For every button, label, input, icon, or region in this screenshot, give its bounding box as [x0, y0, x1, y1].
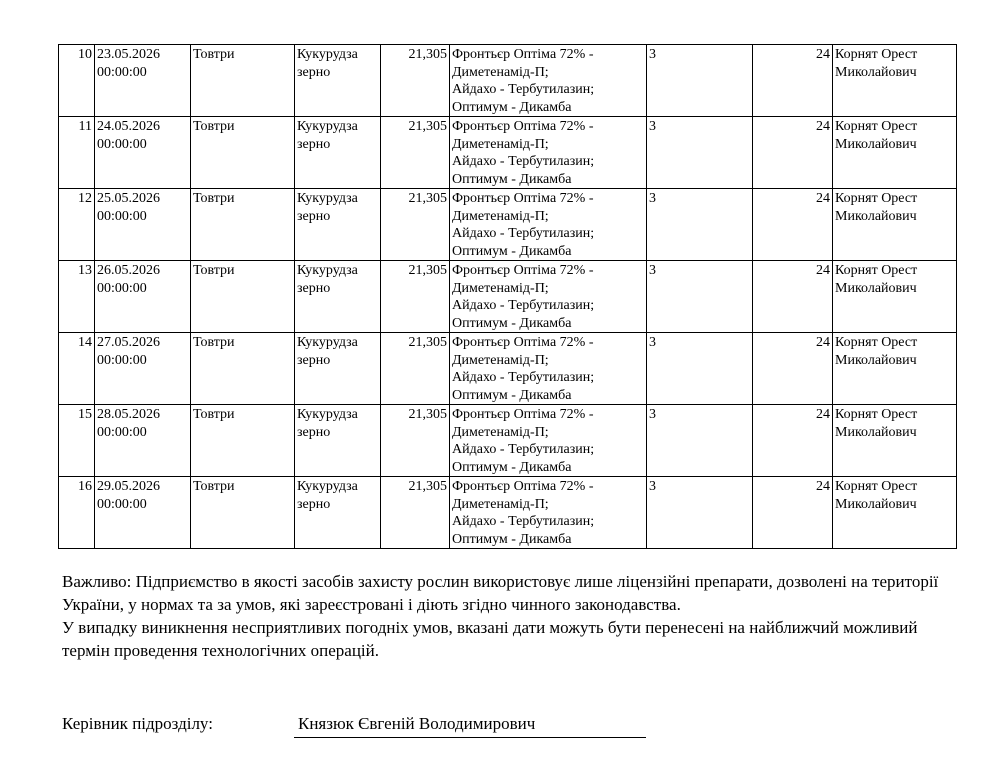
column-8-cell: 24 — [753, 261, 833, 333]
products-cell — [450, 261, 647, 333]
products-line: Оптимум - Дикамба — [452, 315, 572, 331]
crop-line: Кукурудза — [297, 263, 358, 278]
products-line: Айдахо - Тербутилазин; — [452, 154, 595, 169]
table-row — [59, 261, 957, 333]
row-number-cell: 16 — [59, 477, 95, 549]
notice-paragraph-2: У випадку виникнення несприятливих погодніх умов, вказані дати можуть бути перенесені на найближчий можливий термін проведення технологічних операцій. — [62, 618, 918, 660]
crop-line: Кукурудза — [297, 119, 358, 134]
notice-paragraph-1: Важливо: Підприємство в якості засобів захисту рослин використовує лише ліцензійні препарати, дозволені на території України, у нормах та за умов, які зареєстровані і діють згідно чинного законодавства. — [62, 572, 939, 614]
field-cell: Товтри — [191, 477, 295, 549]
person-line: Миколайович — [835, 280, 917, 296]
responsible-person-cell — [833, 189, 957, 261]
products-cell — [450, 117, 647, 189]
date-cell — [95, 333, 191, 405]
crop-line: зерно — [297, 280, 331, 296]
date-text: 26.05.2026 — [97, 263, 160, 278]
products-line: Диметенамід-П; — [452, 280, 549, 296]
responsible-person-cell — [833, 261, 957, 333]
products-cell — [450, 333, 647, 405]
products-line: Айдахо - Тербутилазин; — [452, 82, 595, 97]
time-text: 00:00:00 — [97, 352, 147, 368]
area-cell: 21,305 — [381, 405, 450, 477]
column-8-cell: 24 — [753, 333, 833, 405]
area-cell: 21,305 — [381, 477, 450, 549]
field-cell: Товтри — [191, 261, 295, 333]
products-line: Айдахо - Тербутилазин; — [452, 226, 595, 241]
table-row — [59, 405, 957, 477]
products-line: Оптимум - Дикамба — [452, 387, 572, 403]
field-cell: Товтри — [191, 117, 295, 189]
row-number-cell: 10 — [59, 45, 95, 117]
crop-line: Кукурудза — [297, 47, 358, 62]
products-line: Диметенамід-П; — [452, 496, 549, 512]
person-line: Миколайович — [835, 496, 917, 512]
field-cell: Товтри — [191, 189, 295, 261]
products-line: Оптимум - Дикамба — [452, 459, 572, 475]
person-line: Миколайович — [835, 208, 917, 224]
column-8-cell: 24 — [753, 189, 833, 261]
column-8-cell: 24 — [753, 45, 833, 117]
row-number-cell: 13 — [59, 261, 95, 333]
products-line: Фронтьєр Оптіма 72% - — [452, 335, 594, 350]
date-text: 29.05.2026 — [97, 479, 160, 494]
products-line: Фронтьєр Оптіма 72% - — [452, 479, 594, 494]
crop-line: Кукурудза — [297, 335, 358, 350]
date-text: 23.05.2026 — [97, 47, 160, 62]
person-line: Корнят Орест — [835, 335, 918, 350]
products-line: Фронтьєр Оптіма 72% - — [452, 119, 594, 134]
table-row — [59, 333, 957, 405]
table-row — [59, 477, 957, 549]
column-8-cell: 24 — [753, 117, 833, 189]
products-line: Диметенамід-П; — [452, 424, 549, 440]
date-cell — [95, 45, 191, 117]
crop-cell — [295, 333, 381, 405]
date-cell — [95, 261, 191, 333]
person-line: Корнят Орест — [835, 191, 918, 206]
table-body — [59, 45, 957, 549]
products-line: Оптимум - Дикамба — [452, 99, 572, 115]
time-text: 00:00:00 — [97, 208, 147, 224]
column-7-cell: 3 — [647, 261, 753, 333]
responsible-person-cell — [833, 477, 957, 549]
signature-block — [62, 712, 962, 742]
responsible-person-cell — [833, 405, 957, 477]
crop-line: зерно — [297, 136, 331, 152]
field-cell: Товтри — [191, 333, 295, 405]
notice-text — [62, 570, 942, 662]
column-7-cell: 3 — [647, 477, 753, 549]
products-line: Айдахо - Тербутилазин; — [452, 514, 595, 529]
column-7-cell: 3 — [647, 117, 753, 189]
person-line: Корнят Орест — [835, 263, 918, 278]
table-row — [59, 189, 957, 261]
field-cell: Товтри — [191, 405, 295, 477]
products-line: Диметенамід-П; — [452, 352, 549, 368]
person-line: Миколайович — [835, 136, 917, 152]
time-text: 00:00:00 — [97, 424, 147, 440]
area-cell: 21,305 — [381, 261, 450, 333]
date-cell — [95, 405, 191, 477]
crop-cell — [295, 45, 381, 117]
products-cell — [450, 189, 647, 261]
crop-line: зерно — [297, 496, 331, 512]
person-line: Корнят Орест — [835, 479, 918, 494]
products-line: Айдахо - Тербутилазин; — [452, 442, 595, 457]
row-number-cell: 11 — [59, 117, 95, 189]
time-text: 00:00:00 — [97, 136, 147, 152]
person-line: Корнят Орест — [835, 47, 918, 62]
products-line: Айдахо - Тербутилазин; — [452, 370, 595, 385]
area-cell: 21,305 — [381, 45, 450, 117]
signature-label: Керівник підрозділу: — [62, 714, 213, 733]
crop-line: зерно — [297, 424, 331, 440]
responsible-person-cell — [833, 45, 957, 117]
crop-cell — [295, 477, 381, 549]
crop-line: Кукурудза — [297, 479, 358, 494]
crop-cell — [295, 117, 381, 189]
products-line: Диметенамід-П; — [452, 64, 549, 80]
column-7-cell: 3 — [647, 189, 753, 261]
products-line: Оптимум - Дикамба — [452, 243, 572, 259]
products-line: Фронтьєр Оптіма 72% - — [452, 407, 594, 422]
products-line: Фронтьєр Оптіма 72% - — [452, 263, 594, 278]
products-line: Фронтьєр Оптіма 72% - — [452, 191, 594, 206]
person-line: Миколайович — [835, 352, 917, 368]
crop-line: зерно — [297, 208, 331, 224]
row-number-cell: 12 — [59, 189, 95, 261]
date-text: 25.05.2026 — [97, 191, 160, 206]
products-line: Айдахо - Тербутилазин; — [452, 298, 595, 313]
products-line: Оптимум - Дикамба — [452, 531, 572, 547]
signature-name: Князюк Євгеній Володимирович — [298, 714, 536, 733]
time-text: 00:00:00 — [97, 64, 147, 80]
row-number-cell: 14 — [59, 333, 95, 405]
time-text: 00:00:00 — [97, 496, 147, 512]
date-text: 24.05.2026 — [97, 119, 160, 134]
area-cell: 21,305 — [381, 189, 450, 261]
signature-line — [294, 737, 646, 738]
crop-cell — [295, 261, 381, 333]
responsible-person-cell — [833, 117, 957, 189]
crop-line: Кукурудза — [297, 407, 358, 422]
time-text: 00:00:00 — [97, 280, 147, 296]
crop-cell — [295, 405, 381, 477]
products-line: Диметенамід-П; — [452, 208, 549, 224]
products-cell — [450, 477, 647, 549]
column-7-cell: 3 — [647, 405, 753, 477]
crop-cell — [295, 189, 381, 261]
column-7-cell: 3 — [647, 45, 753, 117]
products-line: Фронтьєр Оптіма 72% - — [452, 47, 594, 62]
table-row — [59, 45, 957, 117]
products-line: Диметенамід-П; — [452, 136, 549, 152]
table-row — [59, 117, 957, 189]
person-line: Миколайович — [835, 64, 917, 80]
schedule-table — [58, 44, 957, 549]
date-cell — [95, 477, 191, 549]
column-8-cell: 24 — [753, 477, 833, 549]
area-cell: 21,305 — [381, 333, 450, 405]
row-number-cell: 15 — [59, 405, 95, 477]
responsible-person-cell — [833, 333, 957, 405]
date-cell — [95, 189, 191, 261]
column-8-cell: 24 — [753, 405, 833, 477]
crop-line: Кукурудза — [297, 191, 358, 206]
person-line: Корнят Орест — [835, 407, 918, 422]
column-7-cell: 3 — [647, 333, 753, 405]
date-text: 27.05.2026 — [97, 335, 160, 350]
area-cell: 21,305 — [381, 117, 450, 189]
field-cell: Товтри — [191, 45, 295, 117]
products-cell — [450, 45, 647, 117]
date-cell — [95, 117, 191, 189]
products-line: Оптимум - Дикамба — [452, 171, 572, 187]
crop-line: зерно — [297, 352, 331, 368]
person-line: Миколайович — [835, 424, 917, 440]
crop-line: зерно — [297, 64, 331, 80]
products-cell — [450, 405, 647, 477]
date-text: 28.05.2026 — [97, 407, 160, 422]
person-line: Корнят Орест — [835, 119, 918, 134]
